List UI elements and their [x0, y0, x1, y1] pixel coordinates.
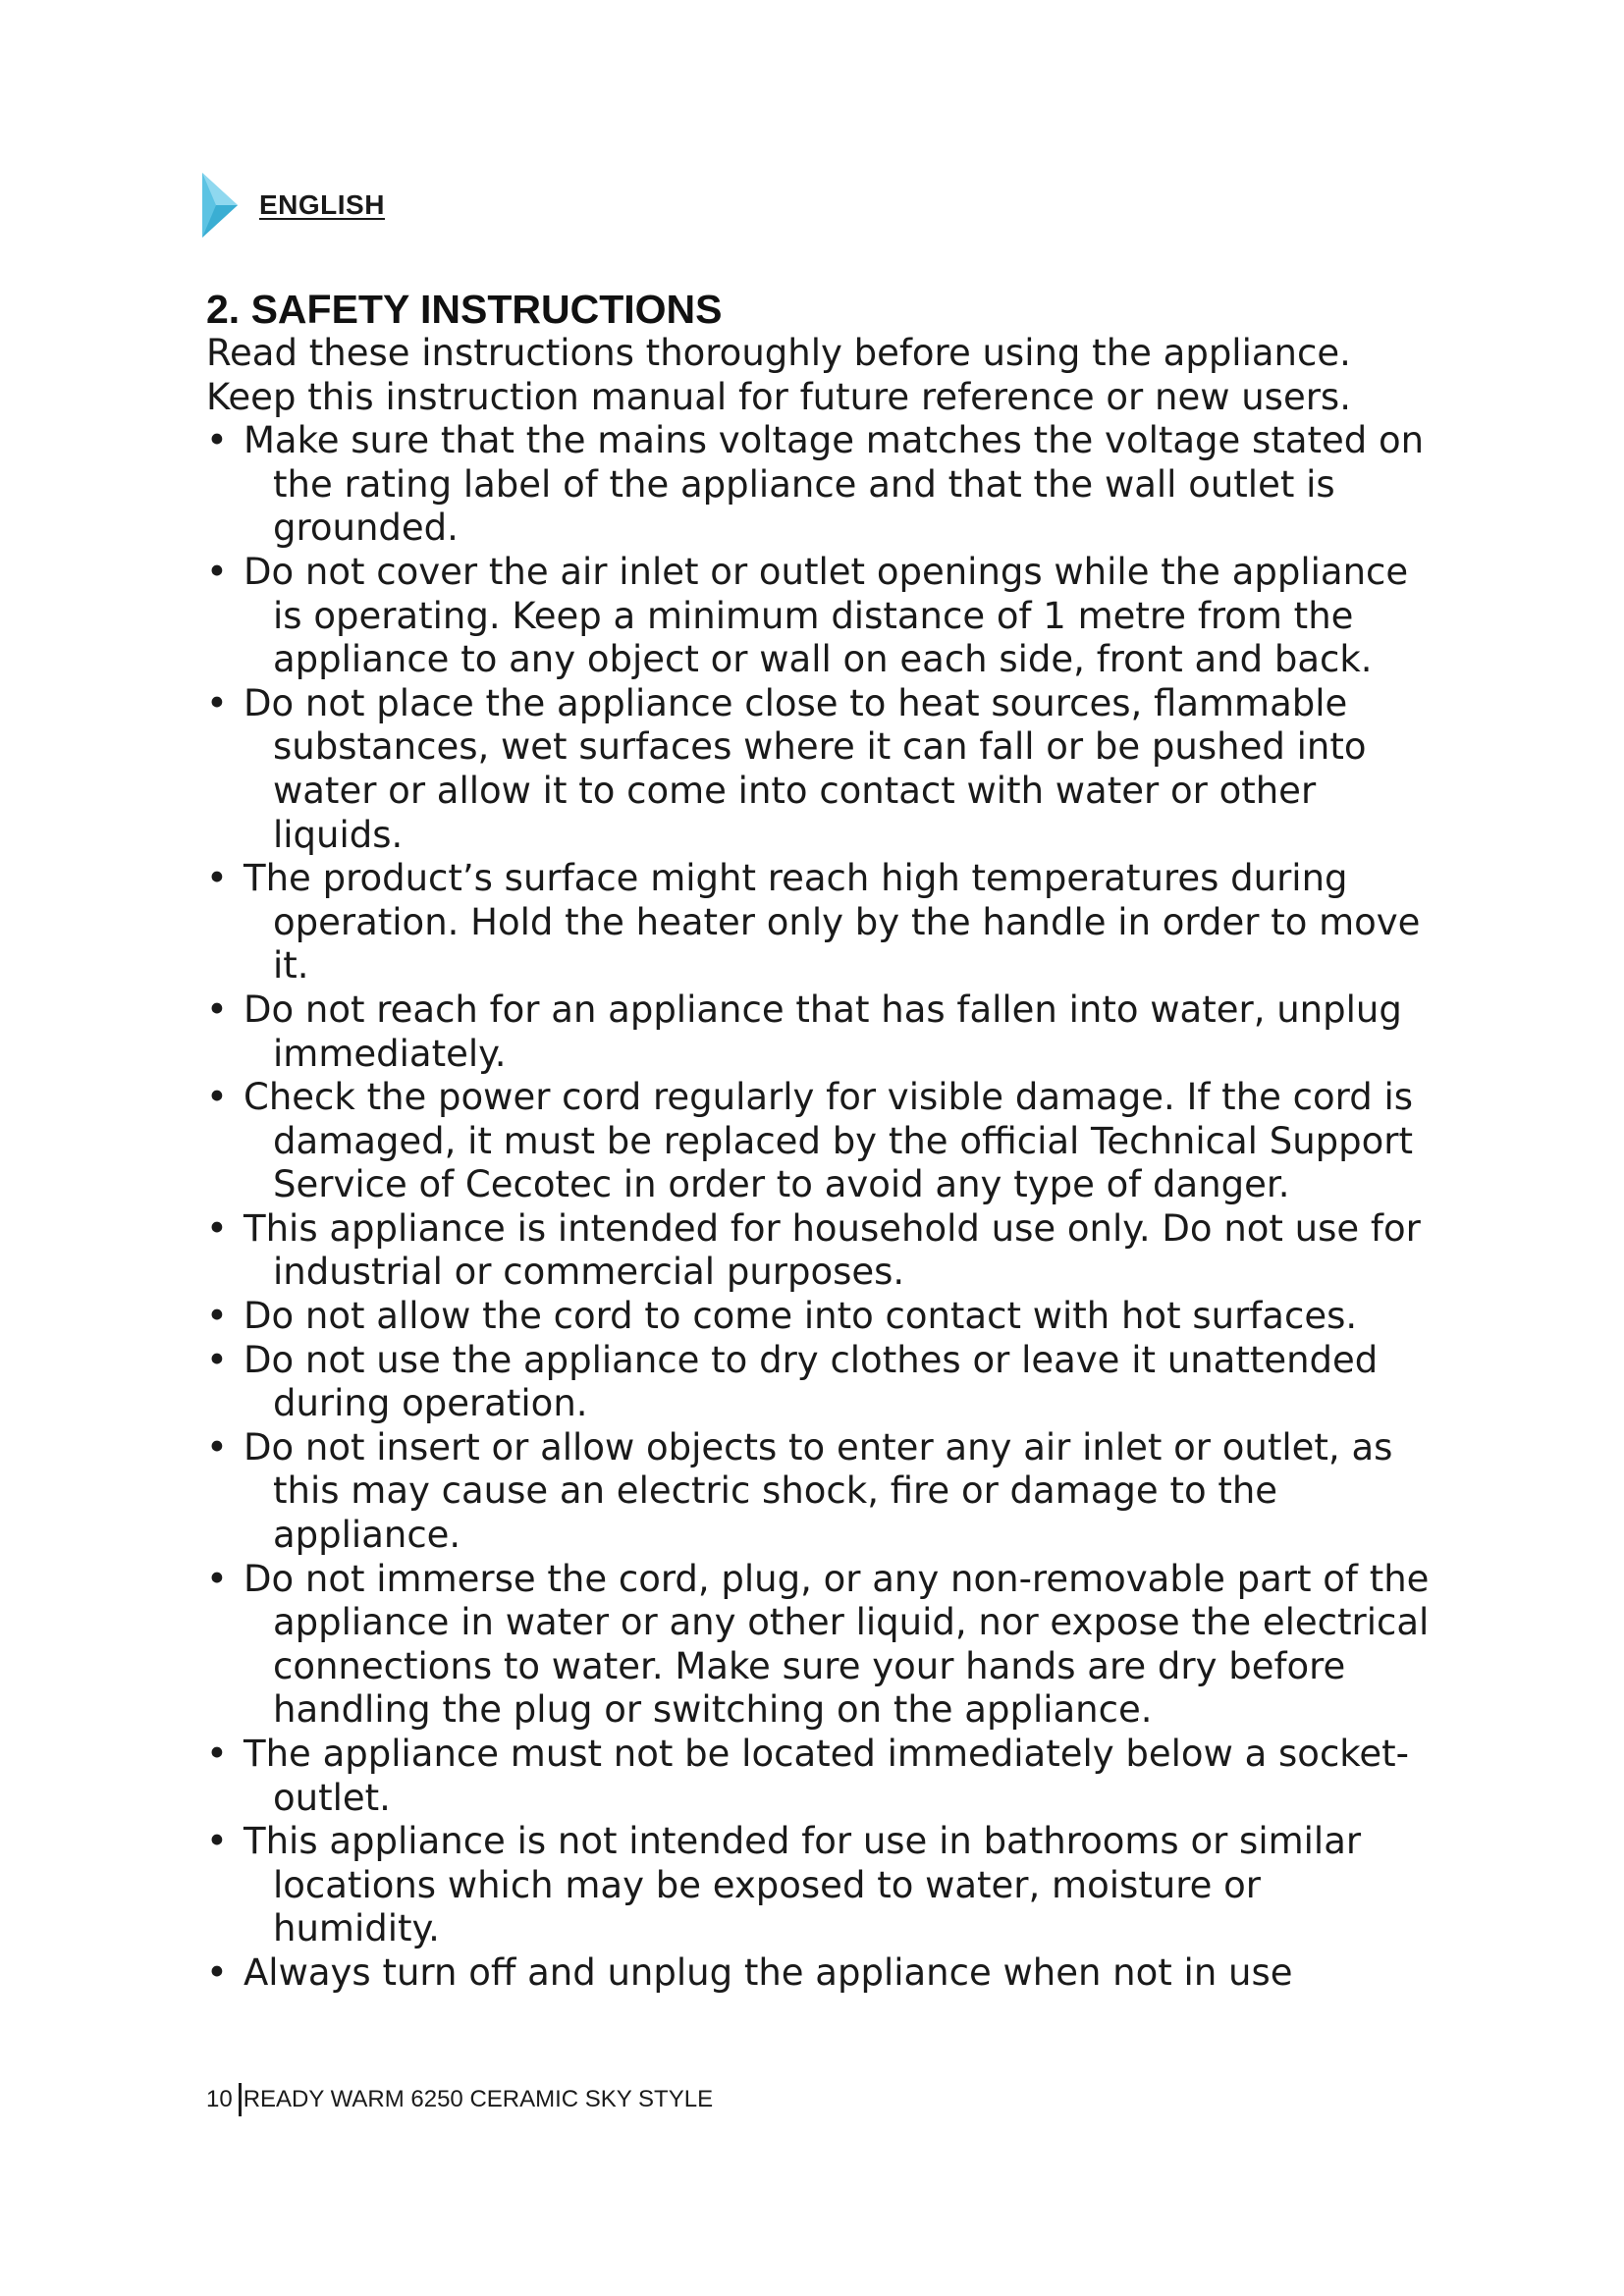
bullet-icon: •: [206, 1820, 228, 1863]
list-item: [206, 988, 1434, 1076]
list-item: [206, 857, 1434, 988]
list-item: [206, 419, 1434, 551]
list-item-text: This appliance is not intended for use in bathrooms or similar locations which may be exposed to water, moisture or humidity.: [244, 1820, 1362, 1950]
intro-line-1: Read these instructions thoroughly before using the appliance.: [206, 332, 1351, 374]
chevron-arrow-icon: [202, 173, 238, 238]
bullet-icon: •: [206, 857, 228, 900]
footer-divider: [239, 2083, 242, 2116]
bullet-icon: •: [206, 1557, 228, 1600]
list-item-text: This appliance is intended for household use only. Do not use for industrial or commercial purposes.: [244, 1206, 1421, 1294]
page-number: 10: [206, 2086, 233, 2112]
bullet-icon: •: [206, 1338, 228, 1381]
bullet-icon: •: [206, 681, 228, 724]
language-label: ENGLISH: [259, 189, 385, 220]
list-item: [206, 1558, 1434, 1733]
language-header: [202, 173, 385, 238]
safety-list: [206, 419, 1483, 1995]
bullet-icon: •: [206, 550, 228, 593]
list-item: [206, 551, 1434, 682]
list-item-text: Do not allow the cord to come into contact with hot surfaces.: [244, 1295, 1358, 1338]
list-item-text: The appliance must not be located immediately below a socket-outlet.: [244, 1733, 1410, 1819]
bullet-icon: •: [206, 1076, 228, 1119]
list-item: [206, 1951, 1434, 1996]
bullet-icon: •: [206, 988, 228, 1031]
list-item-text: Do not place the appliance close to heat sources, flammable substances, wet surfaces where it can fall or be pushed into water or allow it to come into contact with water or other liquids.: [244, 681, 1367, 856]
list-item-text: Do not use the appliance to dry clothes or leave it unattended during operation.: [244, 1338, 1379, 1425]
bullet-icon: •: [206, 1950, 228, 1994]
bullet-icon: •: [206, 1733, 228, 1775]
list-item-text: Always turn off and unplug the appliance when not in use: [244, 1950, 1293, 1994]
page-footer: [206, 2083, 713, 2116]
section-title: 2. SAFETY INSTRUCTIONS: [206, 287, 723, 332]
bullet-icon: •: [206, 1425, 228, 1468]
list-item: [206, 1426, 1434, 1558]
list-item: [206, 1295, 1434, 1339]
list-item: [206, 1207, 1434, 1295]
list-item: [206, 1339, 1434, 1426]
list-item-text: Do not cover the air inlet or outlet openings while the appliance is operating. Keep a minimum distance of 1 metre from the appliance to any object or wall on each side, front and back.: [244, 550, 1409, 681]
list-item: [206, 1733, 1434, 1820]
list-item-text: The product’s surface might reach high temperatures during operation. Hold the heater only by the handle in order to move it.: [244, 857, 1421, 988]
list-item: [206, 682, 1434, 857]
product-name: READY WARM 6250 CERAMIC SKY STYLE: [243, 2086, 714, 2112]
list-item-text: Do not insert or allow objects to enter any air inlet or outlet, as this may cause an electric shock, fire or damage to the appliance.: [244, 1425, 1393, 1557]
list-item-text: Do not immerse the cord, plug, or any non-removable part of the appliance in water or any other liquid, nor expose the electrical connections to water. Make sure your hands are dry before handling the plug or switching on the appliance.: [244, 1557, 1430, 1732]
list-item-text: Check the power cord regularly for visible damage. If the cord is damaged, it must be replaced by the official Technical Support Service of Cecotec in order to avoid any type of danger.: [244, 1076, 1414, 1206]
list-item: [206, 1820, 1434, 1951]
list-item: [206, 1076, 1434, 1207]
list-item-text: Do not reach for an appliance that has fallen into water, unplug immediately.: [244, 988, 1402, 1075]
bullet-icon: •: [206, 419, 228, 462]
bullet-icon: •: [206, 1295, 228, 1338]
safety-section: [206, 287, 1483, 1996]
list-item-text: Make sure that the mains voltage matches the voltage stated on the rating label of the appliance and that the wall outlet is grounded.: [244, 419, 1425, 550]
intro-line-2: Keep this instruction manual for future reference or new users.: [206, 375, 1351, 418]
bullet-icon: •: [206, 1206, 228, 1250]
